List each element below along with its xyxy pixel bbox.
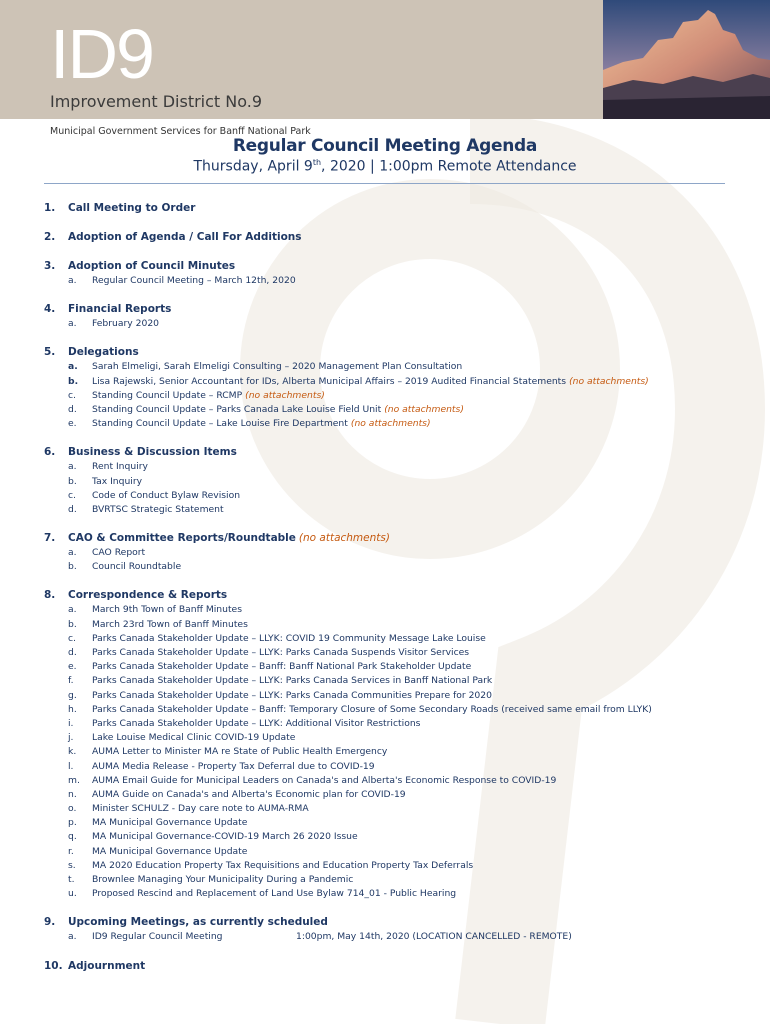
tagline: Municipal Government Services for Banff National Park — [50, 126, 311, 137]
sub-item: a. ID9 Regular Council Meeting 1:00pm, May 14th, 2020 (LOCATION CANCELLED - REMOTE) — [44, 930, 744, 944]
sub-item: d. Parks Canada Stakeholder Update – LLYK: Parks Canada Suspends Visitor Services — [68, 647, 470, 658]
sub-item: a. Regular Council Meeting – March 12th, 2020 — [68, 275, 296, 286]
sub-item: r. MA Municipal Governance Update — [68, 845, 248, 857]
mountain-photo — [603, 0, 770, 119]
agenda-item: 4. Financial Reports a. February 2020 — [44, 302, 744, 331]
sub-item: a. March 9th Town of Banff Minutes — [68, 604, 242, 616]
sub-item: b. Lisa Rajewski, Senior Accountant for IDs, Alberta Municipal Affairs – 2019 Audited Financial Statements (no attachments) — [68, 375, 649, 387]
sub-item: b. Tax Inquiry — [68, 475, 143, 487]
agenda-item: 2. Adoption of Agenda / Call For Additions — [44, 231, 302, 243]
agenda-list — [44, 201, 744, 988]
sub-item: l. AUMA Media Release - Property Tax Deferral due to COVID-19 — [68, 760, 375, 772]
sub-item: q. MA Municipal Governance-COVID-19 March 26 2020 Issue — [68, 831, 358, 843]
divider — [44, 183, 725, 184]
meeting-date: 1:00pm, May 14th, 2020 (LOCATION CANCELLED - REMOTE) — [296, 931, 572, 943]
sub-item: a. Rent Inquiry — [68, 461, 148, 473]
agenda-item: 6. Business & Discussion Items a. Rent Inquiry b. Tax Inquiry c. Code of Conduct Bylaw Revision d. BVRTSC Strategic Statement — [44, 445, 744, 517]
sub-item: c. Standing Council Update – RCMP (no attachments) — [68, 389, 325, 401]
sub-item: f. Parks Canada Stakeholder Update – LLYK: Parks Canada Services in Banff National Park — [68, 675, 493, 687]
id9-logo: ID9 — [50, 15, 153, 93]
sub-item: b. Council Roundtable — [68, 561, 182, 573]
sub-item: d. BVRTSC Strategic Statement — [68, 503, 224, 515]
sub-item: k. AUMA Letter to Minister MA re State of Public Health Emergency — [68, 746, 388, 758]
agenda-item: 1. Call Meeting to Order — [44, 202, 196, 214]
page-title: Regular Council Meeting Agenda — [232, 136, 538, 156]
sub-item: a. February 2020 — [68, 318, 160, 330]
sub-item: a. CAO Report — [68, 547, 146, 559]
sub-item: a. Sarah Elmeligi, Sarah Elmeligi Consulting – 2020 Management Plan Consultation — [68, 361, 463, 373]
sub-item: b. March 23rd Town of Banff Minutes — [68, 618, 248, 630]
agenda-item: 8. Correspondence & Reports a. March 9th Town of Banff Minutes b. March 23rd Town of Banff Minutes c. Parks Canada Stakeholder Update – LLYK: COVID 19 Community Message Lake Louise d. Parks Canada Stakeholder Update – LLYK: Parks Canada Suspends Visitor Services e. Parks Canada Stakeholder Update – Banff: Banff National Park Stakeholder Update f. Parks Canada Stakeholder Update – LLYK: Parks Canada Services in Banff National Park g. Parks Canada Stakeholder Update – LLYK: Parks Canada Communities Prepare for 2020 h. Parks Canada Stakeholder Update – Banff: Temporary Closure of Some Secondary Roads (received same email from LLYK) i. Parks Canada Stakeholder Update – LLYK: Additional Visitor Restrictions j. Lake Louise Medical Clinic COVID-19 Update k. AUMA Letter to Minister MA re State of Public Health Emergency l. AUMA Media Release - Property Tax Deferral due to COVID-19 m. AUMA Email Guide for Municipal Leaders on Canada's and Alberta's Economic Response to COVID-19 n. AUMA Guide on Canada's and Alberta's Economic plan for COVID-19 o. Minister SCHULZ - Day care note to AUMA-RMA p. MA Municipal Governance Update q. MA Municipal Governance-COVID-19 March 26 2020 Issue r. MA Municipal Governance Update s. MA 2020 Education Property Tax Requisitions and Education Property Tax Deferrals t. Brownlee Managing Your Municipality During a Pandemic u. Proposed Rescind and Replacement of Land Use Bylaw 714_01 - Public Hearing — [44, 588, 744, 901]
sub-item: s. MA 2020 Education Property Tax Requisitions and Education Property Tax Deferrals — [68, 859, 474, 871]
page-subtitle: Thursday, April 9th, 2020 | 1:00pm Remote Attendance — [193, 158, 577, 175]
agenda-item: 9. Upcoming Meetings, as currently scheduled a. ID9 Regular Council Meeting 1:00pm, May 14th, 2020 (LOCATION CANCELLED - REMOTE) — [44, 915, 744, 944]
district-name: Improvement District No.9 — [50, 92, 263, 111]
sub-item: d. Standing Council Update – Parks Canada Lake Louise Field Unit (no attachments) — [68, 403, 464, 415]
sub-item: h. Parks Canada Stakeholder Update – Banff: Temporary Closure of Some Secondary Roads (received same email from LLYK) — [68, 703, 652, 715]
header-band — [0, 0, 603, 119]
sub-item: u. Proposed Rescind and Replacement of Land Use Bylaw 714_01 - Public Hearing — [68, 888, 457, 900]
agenda-item: 10. Adjournment — [44, 959, 146, 972]
sub-item: e. Parks Canada Stakeholder Update – Banff: Banff National Park Stakeholder Update — [68, 661, 472, 673]
agenda-item: 7. CAO & Committee Reports/Roundtable (no attachments) a. CAO Report b. Council Roundtable — [44, 531, 744, 574]
sub-item: g. Parks Canada Stakeholder Update – LLYK: Parks Canada Communities Prepare for 2020 — [68, 689, 492, 701]
sub-item: j. Lake Louise Medical Clinic COVID-19 Update — [68, 732, 296, 744]
sub-item: m. AUMA Email Guide for Municipal Leaders on Canada's and Alberta's Economic Response to COVID-19 — [68, 774, 557, 786]
agenda-item: 3. Adoption of Council Minutes a. Regular Council Meeting – March 12th, 2020 — [44, 259, 744, 288]
sub-item: n. AUMA Guide on Canada's and Alberta's Economic plan for COVID-19 — [68, 788, 406, 800]
sub-item: c. Parks Canada Stakeholder Update – LLYK: COVID 19 Community Message Lake Louise — [68, 632, 486, 644]
agenda-item: 5. Delegations a. Sarah Elmeligi, Sarah Elmeligi Consulting – 2020 Management Plan Consultation b. Lisa Rajewski, Senior Accountant for IDs, Alberta Municipal Affairs – 2019 Audited Financial Statements (no attachments) c. Standing Council Update – RCMP (no attachments) d. Standing Council Update – Parks Canada Lake Louise Field Unit (no attachments) e. Standing Council Update – Lake Louise Fire Department (no attachments) — [44, 345, 744, 431]
sub-item: p. MA Municipal Governance Update — [68, 817, 248, 829]
sub-item: i. Parks Canada Stakeholder Update – LLYK: Additional Visitor Restrictions — [68, 717, 421, 729]
sub-item: t. Brownlee Managing Your Municipality During a Pandemic — [68, 874, 354, 885]
sub-item: e. Standing Council Update – Lake Louise Fire Department (no attachments) — [68, 418, 431, 430]
sub-item: o. Minister SCHULZ - Day care note to AUMA-RMA — [68, 803, 309, 815]
sub-item: c. Code of Conduct Bylaw Revision — [68, 489, 241, 501]
